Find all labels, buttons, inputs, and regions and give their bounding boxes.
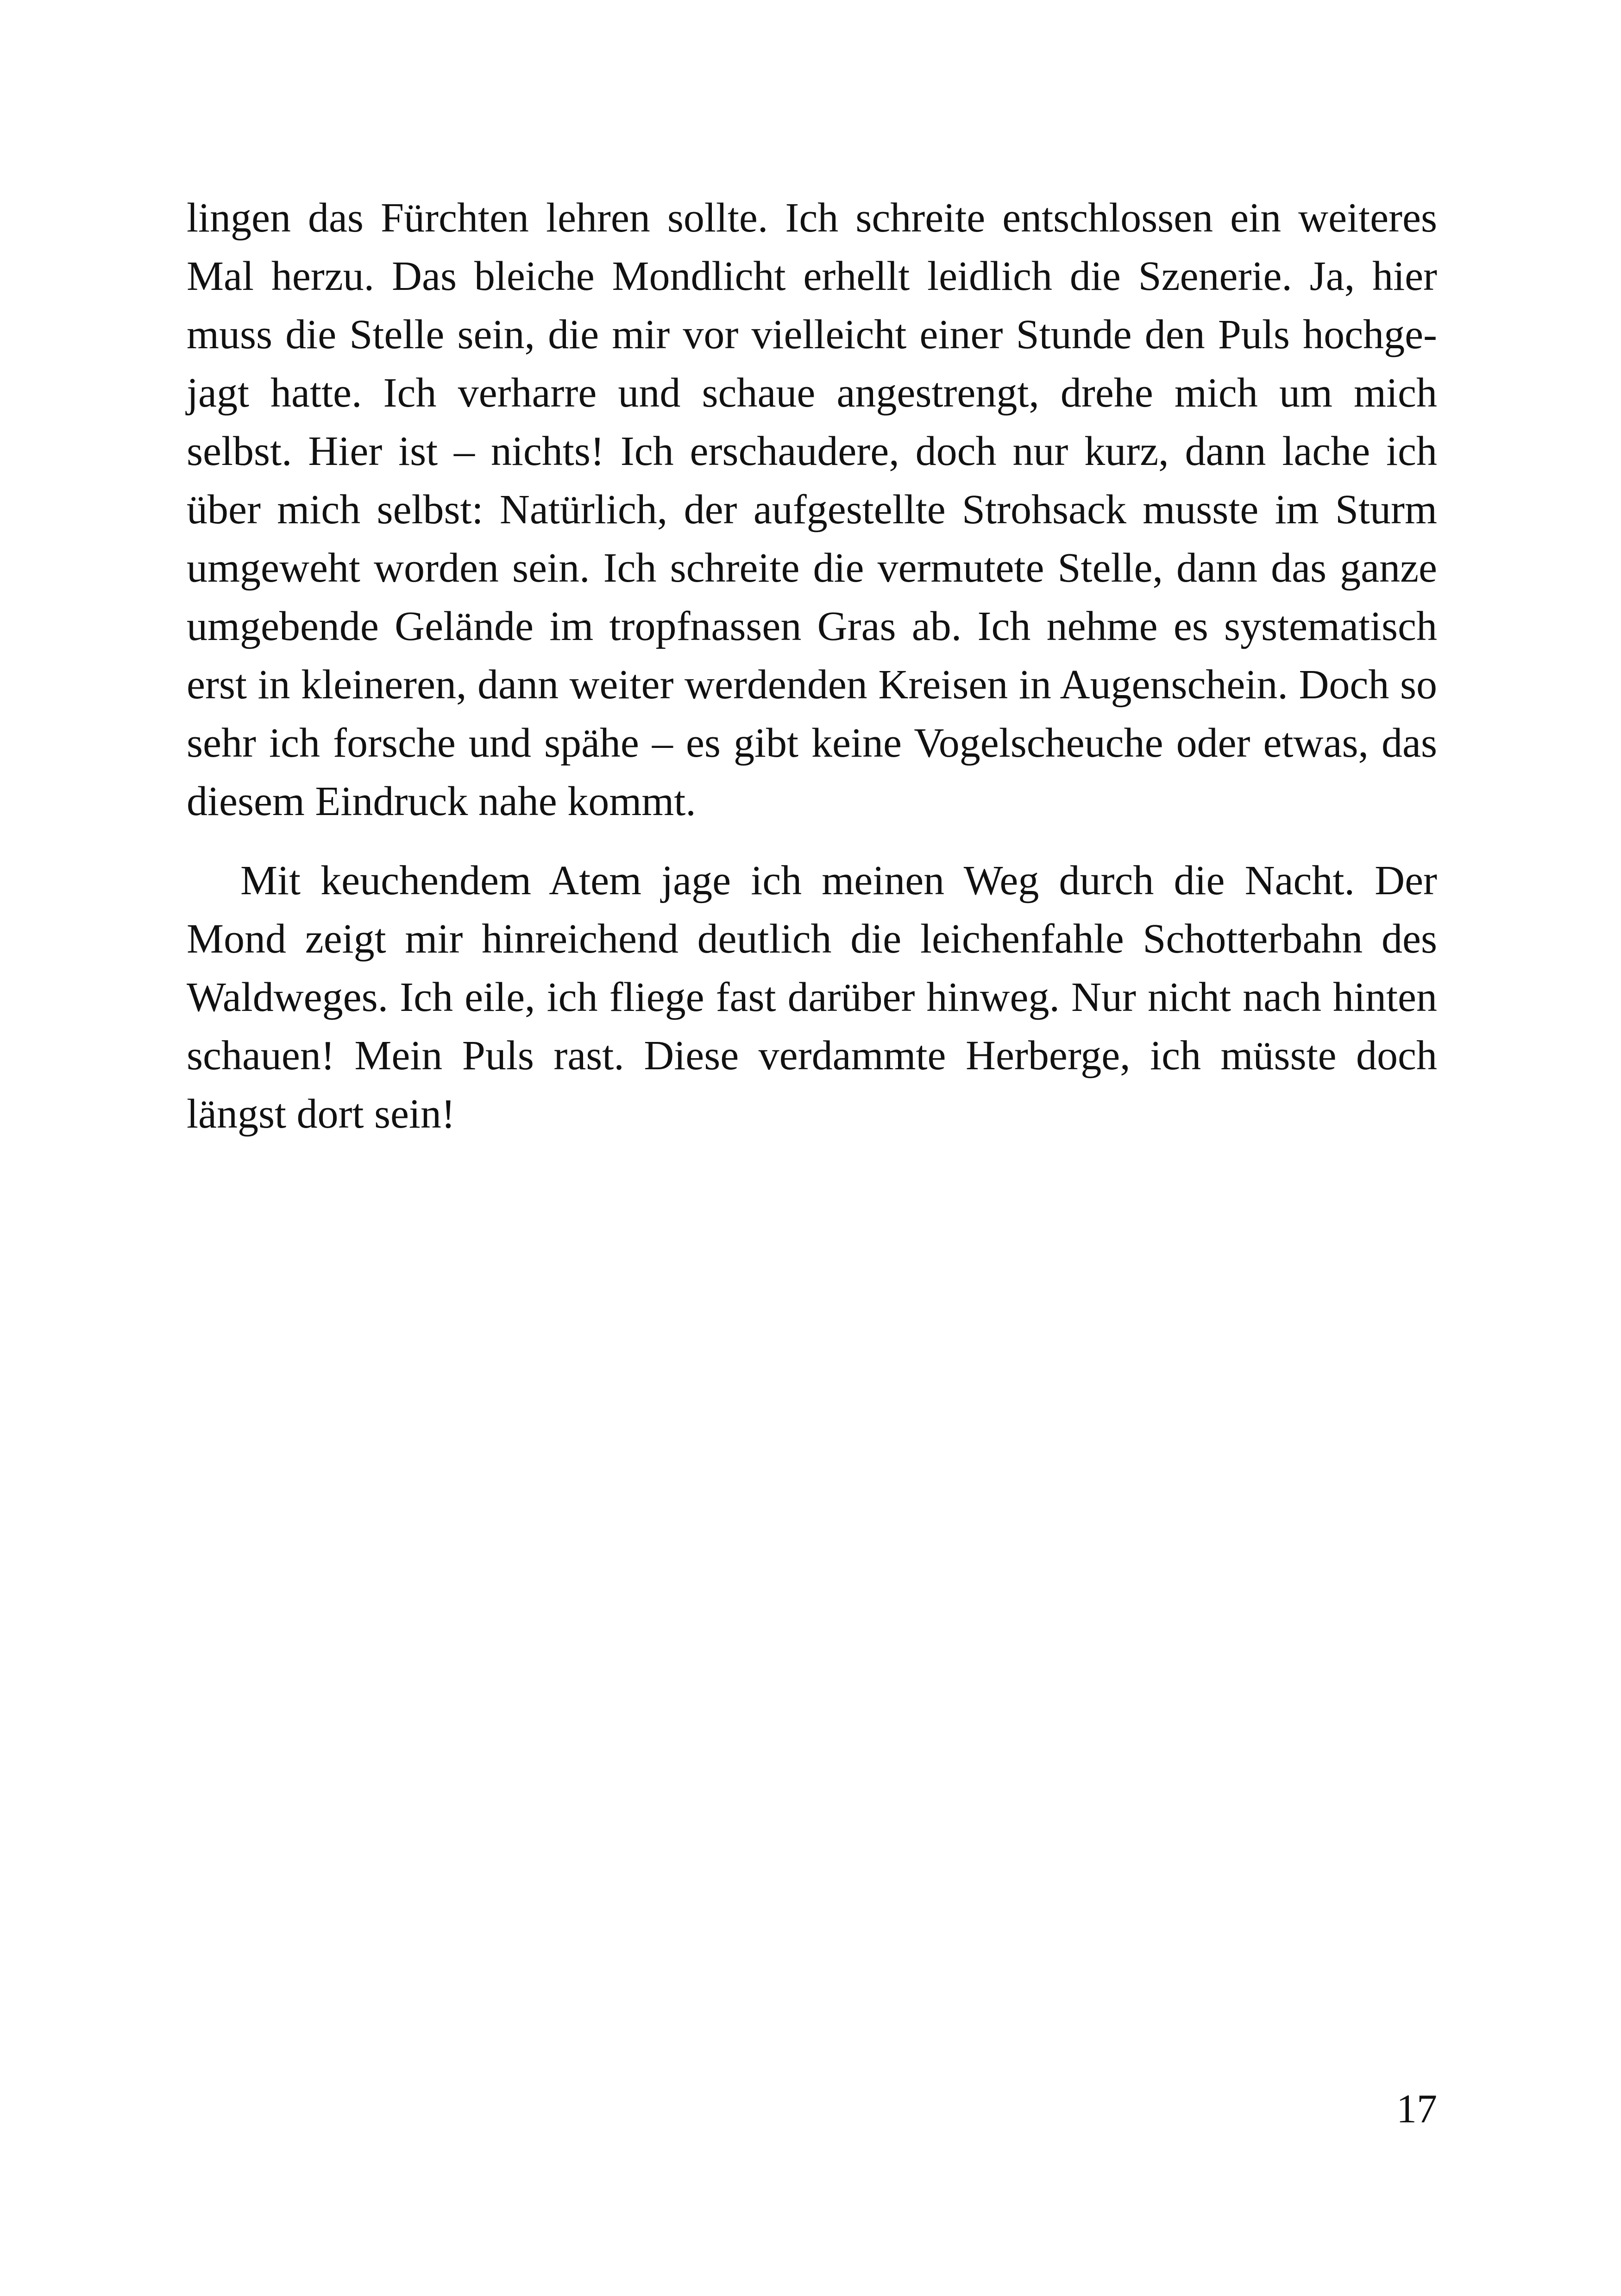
text-line: diesem Eindruck nahe kommt. (187, 778, 696, 824)
paragraph-1 (187, 189, 1437, 831)
text-line: lingen das Fürchten lehren sollte. Ich schreite entschlossen ein weiteres (187, 195, 1437, 241)
text-line: erst in kleineren, dann weiter werdenden Kreisen in Augenschein. Doch so (187, 662, 1437, 708)
text-line: Mit keuchendem Atem jage ich meinen Weg durch die Nacht. Der (240, 858, 1437, 903)
text-line: Waldweges. Ich eile, ich fliege fast darüber hinweg. Nur nicht nach hinten (187, 974, 1437, 1020)
text-line: schauen! Mein Puls rast. Diese verdammte Herberge, ich müsste doch (187, 1033, 1437, 1079)
text-line: selbst. Hier ist – nichts! Ich erschaudere, doch nur kurz, dann lache ich (187, 428, 1437, 474)
text-line: längst dort sein! (187, 1091, 455, 1137)
text-line: umgeweht worden sein. Ich schreite die vermutete Stelle, dann das ganze (187, 545, 1437, 591)
body-text (187, 189, 1437, 1143)
text-line: Mond zeigt mir hinreichend deutlich die leichenfahle Schotterbahn des (187, 916, 1437, 962)
text-line: muss die Stelle sein, die mir vor vielleicht einer Stunde den Puls hochge- (187, 312, 1437, 358)
text-line: jagt hatte. Ich verharre und schaue angestrengt, drehe mich um mich (187, 370, 1437, 416)
page-number: 17 (1396, 2087, 1437, 2132)
text-line: umgebende Gelände im tropfnassen Gras ab. Ich nehme es systematisch (187, 603, 1437, 649)
text-line: über mich selbst: Natürlich, der aufgestellte Strohsack musste im Sturm (187, 487, 1437, 533)
text-line: Mal herzu. Das bleiche Mondlicht erhellt leidlich die Szenerie. Ja, hier (187, 253, 1437, 299)
text-line: sehr ich forsche und spähe – es gibt keine Vogelscheuche oder etwas, das (187, 720, 1437, 766)
paragraph-2 (187, 852, 1437, 1143)
